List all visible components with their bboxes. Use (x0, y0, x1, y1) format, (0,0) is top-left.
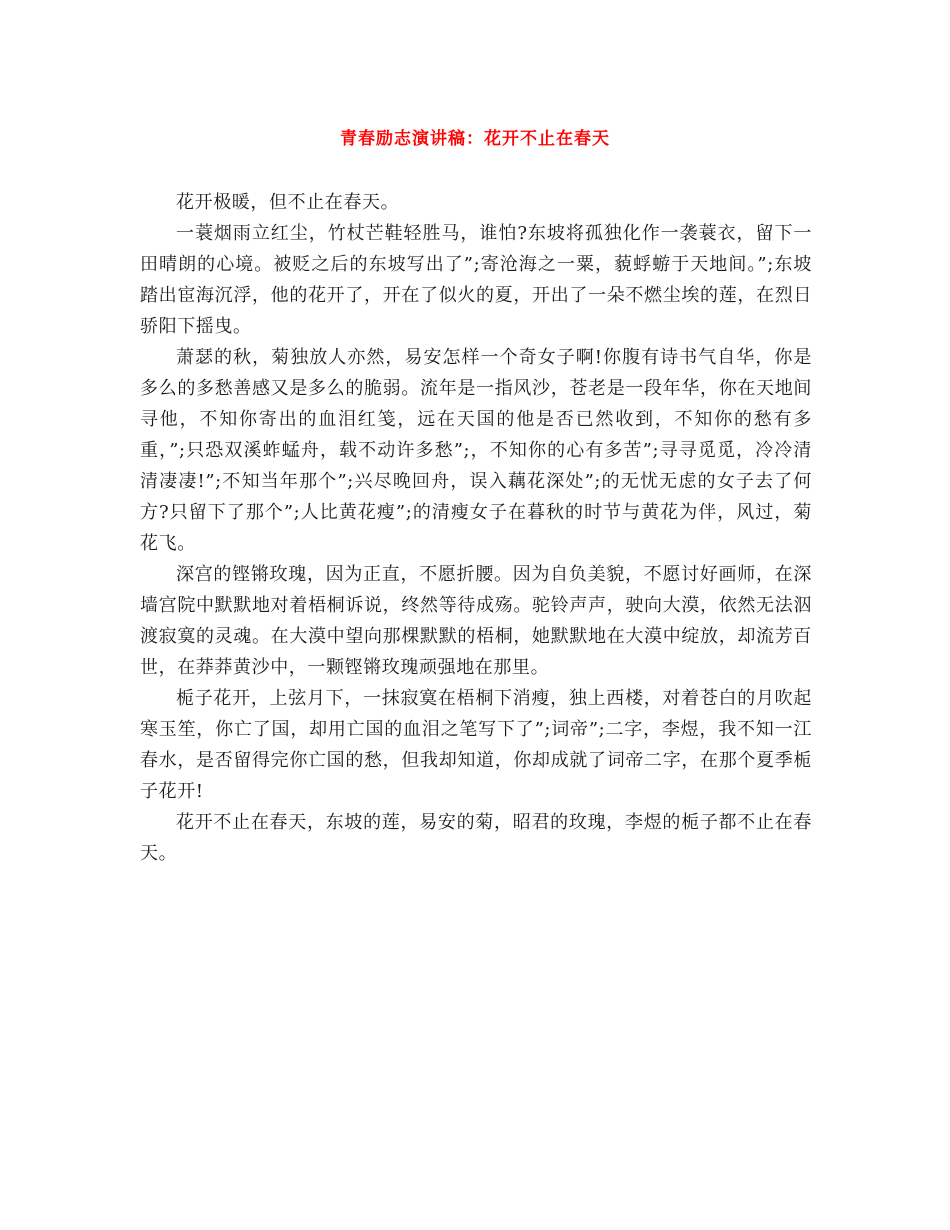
paragraph: 深宫的铿锵玫瑰，因为正直，不愿折腰。因为自负美貌，不愿讨好画师，在深墙宫院中默默地对着梧桐诉说，终然等待成殇。驼铃声声，驶向大漠，依然无法泅渡寂寞的灵魂。在大漠中望向那棵默默的梧桐，她默默地在大漠中绽放，却流芳百世，在莽莽黄沙中，一颗铿锵玫瑰顽强地在那里。 (140, 564, 812, 678)
document-title: 青春励志演讲稿：花开不止在春天 (340, 129, 610, 149)
paragraph: 一蓑烟雨立红尘，竹杖芒鞋轻胜马，谁怕?东坡将孤独化作一袭蓑衣，留下一田晴朗的心境。被贬之后的东坡写出了”;寄沧海之一粟，藐蜉蝣于天地间。”;东坡踏出宦海沉浮，他的花开了，开在了似火的夏，开出了一朵不燃尘埃的莲，在烈日骄阳下摇曳。 (140, 223, 812, 337)
paragraph: 萧瑟的秋，菊独放人亦然，易安怎样一个奇女子啊!你腹有诗书气自华，你是多么的多愁善感又是多么的脆弱。流年是一指风沙，苍老是一段年华，你在天地间寻他，不知你寄出的血泪红笺，远在天国的他是否已然收到，不知你的愁有多重，”;只恐双溪蚱蜢舟，载不动许多愁”;，不知你的心有多苦”;寻寻觅觅，冷冷清清凄凄!”;不知当年那个”;兴尽晚回舟，误入藕花深处”;的无忧无虑的女子去了何方?只留下了那个”;人比黄花瘦”;的清瘦女子在暮秋的时节与黄花为伴，风过，菊花飞。 (140, 347, 812, 554)
document-body (140, 187, 812, 869)
paragraph: 花开不止在春天，东坡的莲，易安的菊，昭君的玫瑰，李煜的栀子都不止在春天。 (140, 812, 812, 864)
paragraph: 栀子花开，上弦月下，一抹寂寞在梧桐下消瘦，独上西楼，对着苍白的月吹起寒玉笙，你亡了国，却用亡国的血泪之笔写下了”;词帝”;二字，李煜，我不知一江春水，是否留得完你亡国的愁，但我却知道，你却成就了词帝二字，在那个夏季栀子花开! (140, 688, 812, 802)
paragraph: 花开极暖，但不止在春天。 (176, 192, 400, 213)
